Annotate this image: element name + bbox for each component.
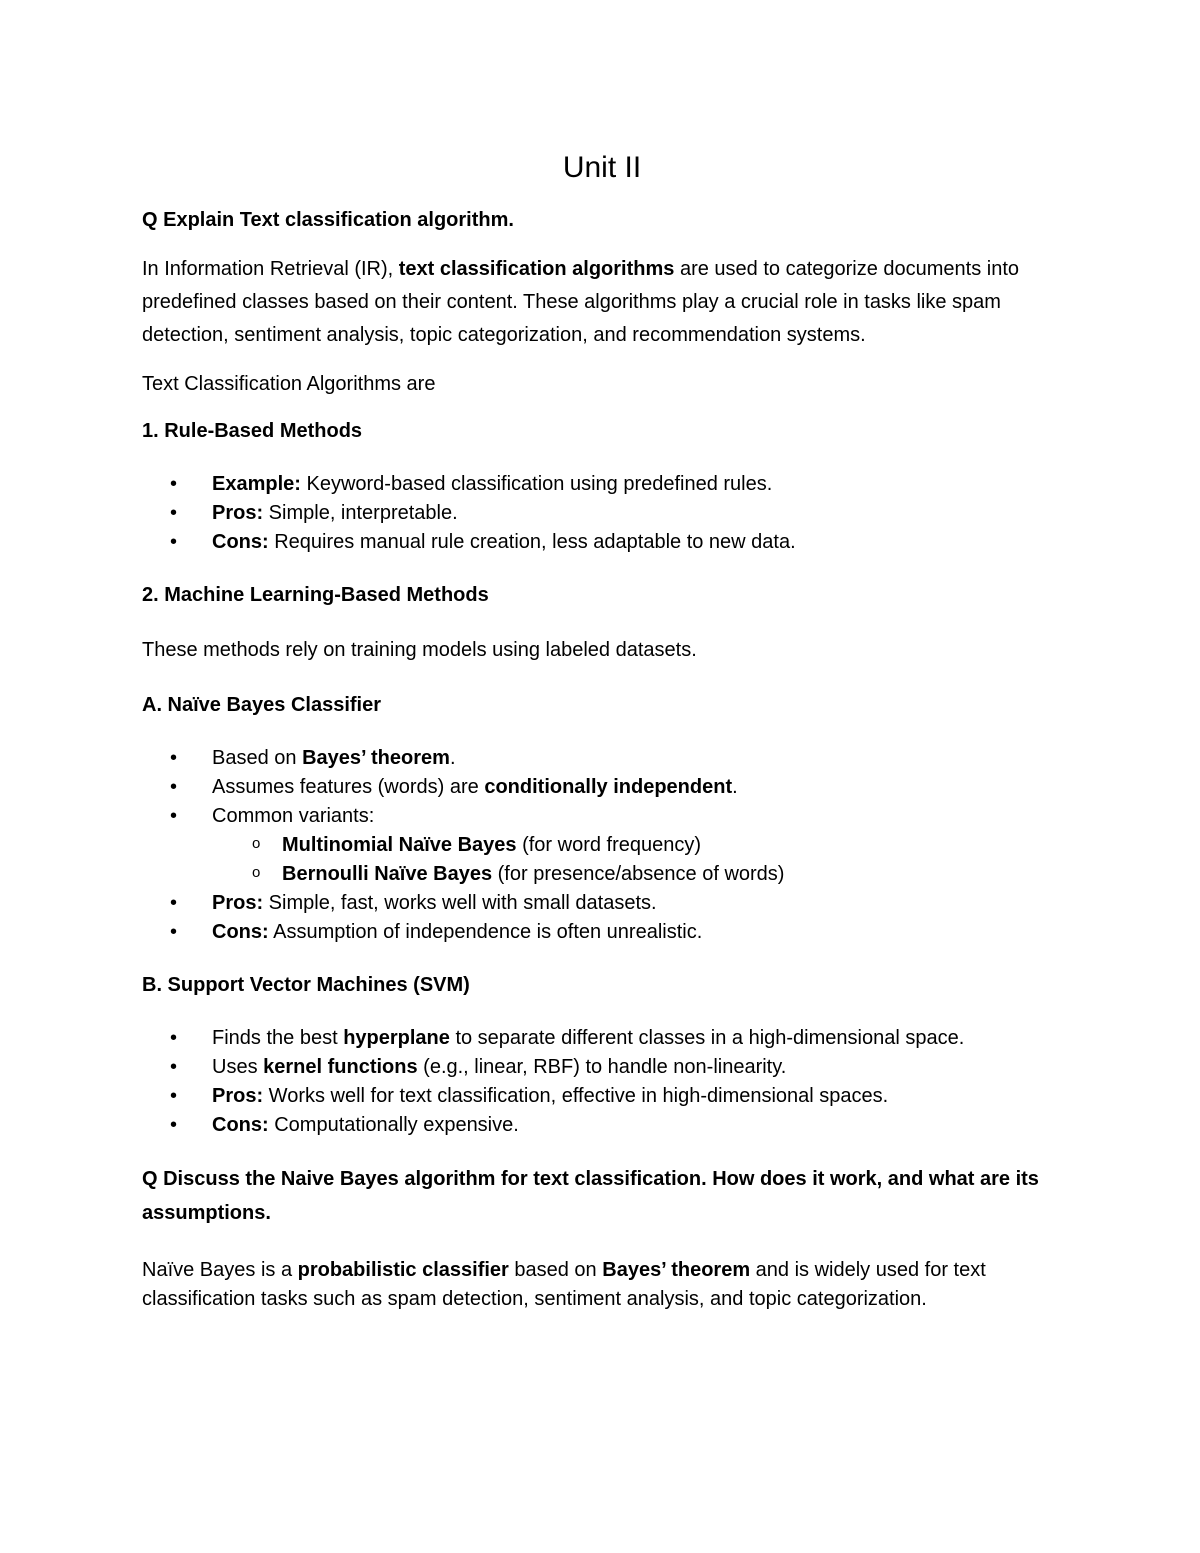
variants-sublist — [212, 831, 1062, 889]
rule-based-list — [142, 470, 1062, 557]
list-item: • Pros: Works well for text classification, effective in high-dimensional spaces. — [142, 1082, 1062, 1111]
question-2: Q Discuss the Naive Bayes algorithm for text classification. How does it work, and what are its assumptions. — [142, 1168, 1039, 1224]
svm-heading: B. Support Vector Machines (SVM) — [142, 974, 470, 996]
sublist-item: o Multinomial Naïve Bayes (for word frequency) — [212, 831, 1062, 860]
list-item: • Cons: Assumption of independence is often unrealistic. — [142, 918, 1062, 947]
list-item: • Uses kernel functions (e.g., linear, RBF) to handle non-linearity. — [142, 1053, 1062, 1082]
page-title: Unit II — [562, 151, 642, 184]
rule-based-heading: 1. Rule-Based Methods — [142, 420, 363, 442]
list-item: • Common variants: o Multinomial Naïve Bayes (for word frequency) o Bernoulli Naïve Bayes (for presence/absence of words) — [142, 802, 1062, 889]
ml-based-heading: 2. Machine Learning-Based Methods — [142, 584, 489, 606]
list-item: • Pros: Simple, fast, works well with small datasets. — [142, 889, 1062, 918]
naive-bayes-list — [142, 744, 1062, 947]
intro-paragraph: In Information Retrieval (IR), text classification algorithms are used to categorize documents into predefined classes based on their content. These algorithms play a crucial role in tasks like spam detection, sentiment analysis, topic categorization, and recommendation systems. — [142, 258, 1020, 346]
algorithms-intro: Text Classification Algorithms are — [142, 373, 436, 395]
sublist-item: o Bernoulli Naïve Bayes (for presence/absence of words) — [212, 860, 1062, 889]
svm-list — [142, 1024, 1062, 1140]
list-item: • Based on Bayes’ theorem. — [142, 744, 1062, 773]
naive-bayes-intro: Naïve Bayes is a probabilistic classifier based on Bayes’ theorem and is widely used for text classification tasks such as spam detection, sentiment analysis, and topic categorization. — [142, 1259, 986, 1310]
document-content — [142, 140, 1062, 1330]
question-1: Q Explain Text classification algorithm. — [142, 209, 514, 231]
list-item: • Finds the best hyperplane to separate different classes in a high-dimensional space. — [142, 1024, 1062, 1053]
list-item: • Example: Keyword-based classification using predefined rules. — [142, 470, 1062, 499]
list-item: • Assumes features (words) are conditionally independent. — [142, 773, 1062, 802]
naive-bayes-heading: A. Naïve Bayes Classifier — [142, 694, 382, 716]
list-item: • Pros: Simple, interpretable. — [142, 499, 1062, 528]
list-item: • Cons: Requires manual rule creation, less adaptable to new data. — [142, 528, 1062, 557]
list-item: • Cons: Computationally expensive. — [142, 1111, 1062, 1140]
ml-based-description: These methods rely on training models using labeled datasets. — [142, 639, 697, 661]
